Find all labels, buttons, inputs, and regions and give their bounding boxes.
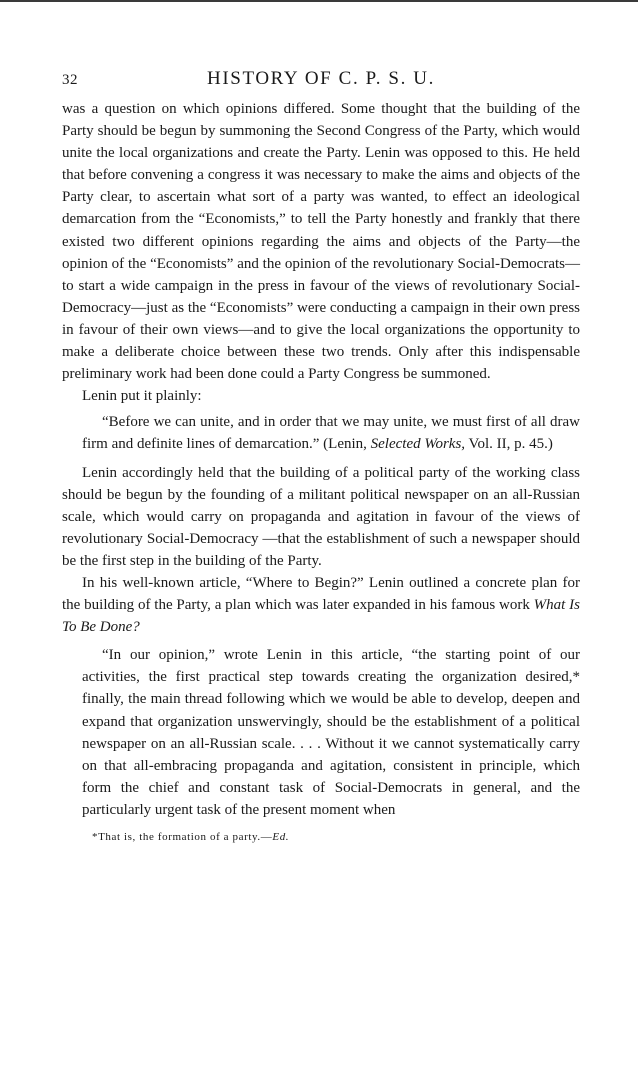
quote-1-text: “Before we can unite, and in order that we may unite, we must first of all draw firm and definite lines of demarcation.” (Lenin, (82, 414, 580, 453)
body-text (62, 98, 580, 821)
paragraph-2: Lenin put it plainly: (82, 388, 202, 405)
quote-1-ref: Vol. II, p. 45.) (465, 436, 553, 453)
page-header (62, 68, 580, 94)
block-quote-1 (62, 411, 580, 455)
paragraph-4-title: What Is To Be Done? (62, 597, 580, 636)
paragraph-1: was a question on which opinions differed. Some thought that the building of the Party should be begun by summoning the Second Congress of the Party, which would unite the local organizations and create the Party. Lenin was opposed to this. He held that before convening a congress it was necessary to make the aims and objects of the Party clear, to ascertain what sort of a party was wanted, to effect an ideological demarcation from the “Economists,” to tell the Party honestly and frankly that there existed two different opinions regarding the aims and objects of the Party—the opinion of the “Economists” and the opinion of the revolutionary Social-Democrats—to start a wide campaign in the press in favour of the views of revolutionary Social-Democracy—just as the “Economists” were conducting a campaign in their own press in favour of their own views—and to give the local organizations the opportunity to make a deliberate choice between these two trends. Only after this indispensable preliminary work had been done could a Party Congress be summoned. (62, 101, 580, 383)
footnote-editor: Ed. (272, 831, 290, 843)
top-rule (0, 0, 638, 2)
footnote-dash: — (260, 831, 273, 843)
running-head: HISTORY OF C. P. S. U. (207, 68, 435, 89)
page-number: 32 (62, 72, 78, 88)
paragraph-4-text: In his well-known article, “Where to Begin?” Lenin outlined a concrete plan for the building of the Party, a plan which was later expanded in his famous work (62, 574, 580, 614)
document-page (62, 68, 580, 845)
paragraph-3: Lenin accordingly held that the building of a political party of the working class should be begun by the founding of a militant political newspaper on an all-Russian scale, which would carry on propaganda and agitation in favour of the views of revolutionary Social-Democracy —that the establishment of such a newspaper should be the first step in the building of the Party. (62, 464, 580, 569)
quote-1-title: Selected Works, (370, 436, 466, 453)
footnote-text: That is, the formation of a party. (98, 831, 261, 843)
block-quote-2: “In our opinion,” wrote Lenin in this article, “the starting point of our activities, the first practical step towards creating the organization desired,* finally, the main thread following which we would be able to develop, deepen and expand that organization unswervingly, should be the establishment of a political newspaper on an all-Russian scale. . . . Without it we cannot systematically carry on that all-embracing propaganda and agitation, consistent in principle, which form the chief and constant task of Social-Democrats in general, and the particularly urgent task of the present moment when (82, 647, 580, 818)
paragraph-4 (62, 572, 580, 638)
footnote (62, 829, 580, 845)
footnote-marker: * (92, 831, 99, 843)
